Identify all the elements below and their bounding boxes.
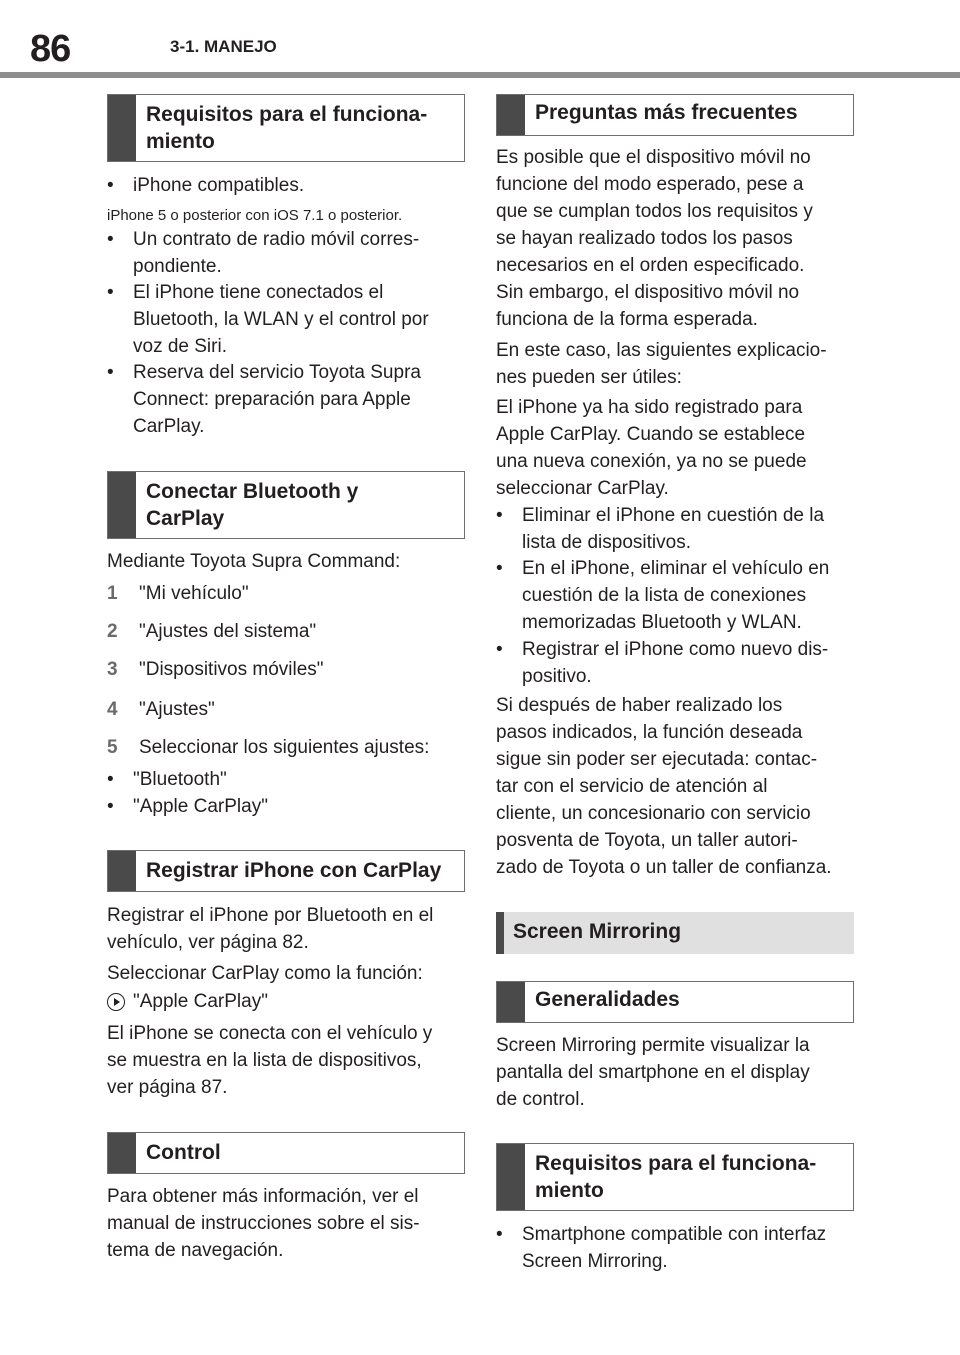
heading-bar <box>497 95 525 135</box>
paragraph: Registrar el iPhone por Bluetooth en el vehículo, ver página 82. <box>107 905 434 953</box>
heading-bar <box>108 95 136 161</box>
faq-heading <box>496 94 854 136</box>
header-rule <box>0 72 960 78</box>
heading-text: Requisitos para el funciona- miento <box>535 1152 817 1202</box>
heading-text: Requisitos para el funciona- miento <box>146 103 428 153</box>
heading-bar <box>497 982 525 1022</box>
bluetooth-carplay-heading <box>107 471 465 539</box>
heading-bar <box>497 1144 525 1210</box>
paragraph: Es posible que el dispositivo móvil no funcione del modo esperado, pese a que se cumplan todos los requisitos y se hayan realizado todos los pasos necesarios en el orden especificado. Sin embargo, el dispositivo móvil no funciona de la forma esperada. <box>496 147 813 330</box>
heading-bar <box>108 851 136 891</box>
arrow-right-icon <box>107 993 125 1011</box>
paragraph: El iPhone ya ha sido registrado para Apple CarPlay. Cuando se establece una nueva conexión, ya no se puede seleccionar CarPlay. <box>496 397 807 499</box>
requirements-heading <box>107 94 465 162</box>
screen-mirroring-heading <box>496 912 854 954</box>
heading-text: Registrar iPhone con CarPlay <box>146 859 442 882</box>
paragraph: Para obtener más información, ver el manual de instrucciones sobre el sis- tema de navegación. <box>107 1186 420 1261</box>
paragraph: Si después de haber realizado los pasos indicados, la función deseada sigue sin poder ser ejecutada: contac- tar con el servicio de atención al cliente, un concesionario con servicio posventa de Toyota, un taller autori- zado de Toyota o un taller de confianza. <box>496 695 832 878</box>
section-title: 3-1. MANEJO <box>170 37 277 56</box>
heading-text: Screen Mirroring <box>513 920 682 943</box>
heading-text: Control <box>146 1141 221 1164</box>
heading-text: Generalidades <box>535 988 680 1011</box>
heading-text: Conectar Bluetooth y CarPlay <box>146 480 359 530</box>
paragraph: En este caso, las siguientes explicacio- nes pueden ser útiles: <box>496 340 827 388</box>
paragraph: El iPhone se conecta con el vehículo y se muestra en la lista de dispositivos, ver página 87. <box>107 1023 433 1098</box>
paragraph: Mediante Toyota Supra Command: <box>107 551 401 572</box>
heading-bar <box>496 912 504 954</box>
heading-bar <box>108 1133 136 1173</box>
register-iphone-heading <box>107 850 465 892</box>
note-text: iPhone 5 o posterior con iOS 7.1 o posterior. <box>107 207 403 224</box>
heading-text: Preguntas más frecuentes <box>535 101 798 124</box>
control-heading <box>107 1132 465 1174</box>
paragraph: Seleccionar CarPlay como la función: <box>107 963 423 984</box>
page-number: 86 <box>30 28 71 70</box>
general-heading <box>496 981 854 1023</box>
requirements-heading-2 <box>496 1143 854 1211</box>
heading-bar <box>108 472 136 538</box>
paragraph: Screen Mirroring permite visualizar la pantalla del smartphone en el display de control. <box>496 1035 810 1110</box>
